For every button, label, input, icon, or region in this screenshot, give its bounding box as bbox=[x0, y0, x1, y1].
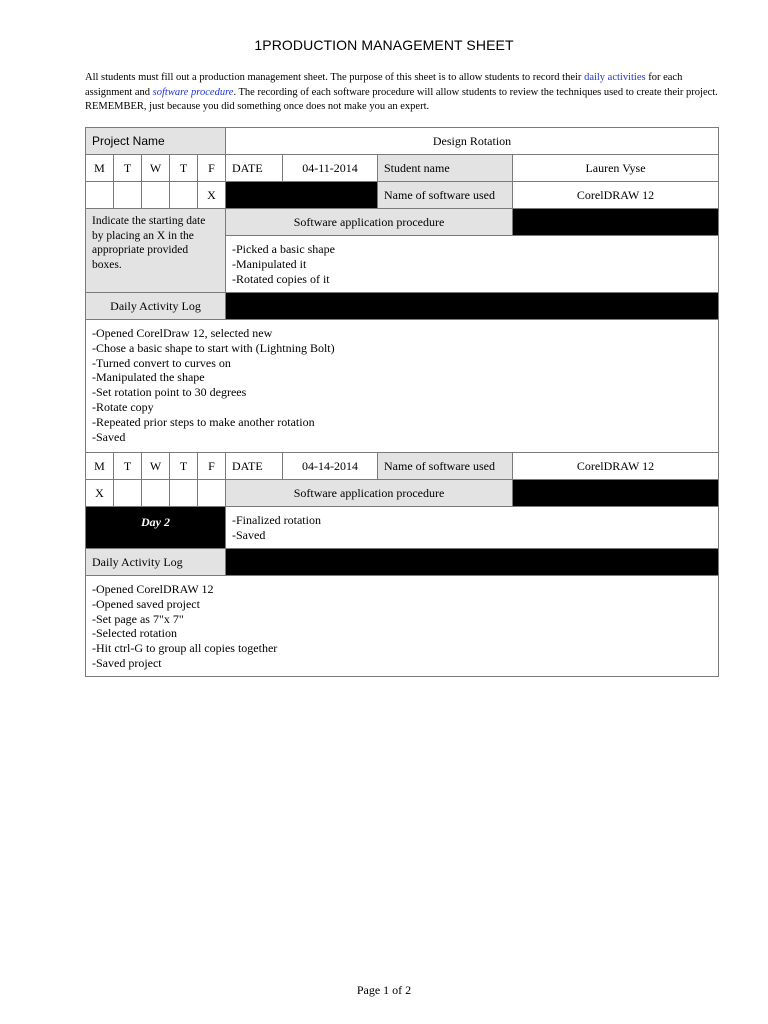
daily-activity-log-text[interactable] bbox=[86, 576, 719, 677]
log-line: -Hit ctrl-G to group all copies together bbox=[92, 641, 278, 656]
blacked-out-cell bbox=[226, 293, 719, 320]
software-used-label: Name of software used bbox=[378, 182, 513, 209]
log-line: -Rotate copy bbox=[92, 399, 154, 414]
indicate-instructions: Indicate the starting date by placing an X in the appropriate provided boxes. bbox=[86, 209, 226, 293]
procedure-line: -Picked a basic shape bbox=[232, 242, 335, 256]
student-name-value[interactable]: Lauren Vyse bbox=[513, 155, 719, 182]
mark-cell-t[interactable] bbox=[114, 480, 142, 507]
date-value[interactable]: 04-11-2014 bbox=[283, 155, 378, 182]
entry2-log-header-row bbox=[86, 549, 719, 576]
page-title: 1PRODUCTION MANAGEMENT SHEET bbox=[254, 37, 514, 53]
daily-activity-log-label: Daily Activity Log bbox=[86, 293, 226, 320]
date-label: DATE bbox=[226, 155, 283, 182]
mark-cell-f[interactable] bbox=[198, 480, 226, 507]
entry1-log-header-row bbox=[86, 293, 719, 320]
log-line: -Set page as 7"x 7" bbox=[92, 611, 184, 626]
entry1-header-row bbox=[86, 155, 719, 182]
blacked-out-cell bbox=[513, 480, 719, 507]
day-header-th: T bbox=[170, 155, 198, 182]
mark-cell-f[interactable]: X bbox=[198, 182, 226, 209]
log-line: -Saved bbox=[92, 429, 126, 444]
blacked-out-cell bbox=[226, 549, 719, 576]
project-name-label: Project Name bbox=[86, 128, 226, 155]
log-line: -Turned convert to curves on bbox=[92, 355, 231, 370]
procedure-text[interactable] bbox=[226, 507, 719, 549]
mark-cell-t[interactable] bbox=[114, 182, 142, 209]
date-value[interactable]: 04-14-2014 bbox=[283, 453, 378, 480]
project-row bbox=[86, 128, 719, 155]
day-header-t: T bbox=[114, 453, 142, 480]
day-header-w: W bbox=[142, 155, 170, 182]
daily-activity-log-label: Daily Activity Log bbox=[86, 549, 226, 576]
software-used-value[interactable]: CorelDRAW 12 bbox=[513, 182, 719, 209]
procedure-label: Software application procedure bbox=[226, 209, 513, 236]
entry1-log-row bbox=[86, 320, 719, 453]
intro-text-1: All students must fill out a production management sheet. The purpose of this sheet is to allow students to record their bbox=[85, 72, 585, 83]
log-line: -Opened saved project bbox=[92, 596, 200, 611]
mark-cell-m[interactable]: X bbox=[86, 480, 114, 507]
page-number: Page 1 of 2 bbox=[356, 983, 412, 997]
procedure-line: -Manipulated it bbox=[232, 256, 307, 271]
procedure-text[interactable] bbox=[226, 236, 719, 293]
mark-cell-th[interactable] bbox=[170, 182, 198, 209]
log-line: -Manipulated the shape bbox=[92, 370, 205, 385]
intro-text-3: . The recording of each software procedure will allow students to review the techniques used to create their project. REMEMBER, just because you did something once does not make you an expert. bbox=[85, 86, 718, 112]
day-header-t: T bbox=[114, 155, 142, 182]
log-line: -Selected rotation bbox=[92, 626, 177, 641]
mark-cell-th[interactable] bbox=[170, 480, 198, 507]
procedure-line: -Finalized rotation bbox=[232, 513, 321, 527]
log-line: -Repeated prior steps to make another rotation bbox=[92, 414, 315, 429]
day-label: Day 2 bbox=[86, 507, 226, 549]
software-used-value[interactable]: CorelDRAW 12 bbox=[513, 453, 719, 480]
day-header-f: F bbox=[198, 453, 226, 480]
entry1-procedure-header-row bbox=[86, 209, 719, 236]
blacked-out-cell bbox=[513, 209, 719, 236]
mark-cell-w[interactable] bbox=[142, 480, 170, 507]
project-name-value[interactable]: Design Rotation bbox=[226, 128, 719, 155]
day-header-th: T bbox=[170, 453, 198, 480]
log-line: -Saved project bbox=[92, 655, 162, 670]
intro-paragraph bbox=[85, 71, 725, 115]
entry2-procedure-row bbox=[86, 507, 719, 549]
date-label: DATE bbox=[226, 453, 283, 480]
day-header-f: F bbox=[198, 155, 226, 182]
blacked-out-cell bbox=[226, 182, 378, 209]
daily-activities-link[interactable]: daily activities bbox=[584, 72, 646, 83]
procedure-label: Software application procedure bbox=[226, 480, 513, 507]
mark-cell-w[interactable] bbox=[142, 182, 170, 209]
daily-activity-log-text[interactable] bbox=[86, 320, 719, 453]
mark-cell-m[interactable] bbox=[86, 182, 114, 209]
entry2-marks-row bbox=[86, 480, 719, 507]
procedure-line: -Saved bbox=[232, 527, 266, 542]
day-header-m: M bbox=[86, 453, 114, 480]
log-line: -Set rotation point to 30 degrees bbox=[92, 385, 247, 400]
production-sheet-table bbox=[85, 127, 719, 677]
log-line: -Chose a basic shape to start with (Lightning Bolt) bbox=[92, 340, 335, 355]
log-line: -Opened CorelDRAW 12 bbox=[92, 582, 214, 596]
day-header-m: M bbox=[86, 155, 114, 182]
student-name-label: Student name bbox=[378, 155, 513, 182]
log-line: -Opened CorelDraw 12, selected new bbox=[92, 326, 273, 340]
procedure-line: -Rotated copies of it bbox=[232, 271, 330, 286]
software-used-label: Name of software used bbox=[378, 453, 513, 480]
entry2-log-row bbox=[86, 576, 719, 677]
intro-text-2: for each assignment and bbox=[85, 72, 683, 98]
software-procedure-link[interactable]: software procedure bbox=[152, 86, 234, 98]
entry2-header-row bbox=[86, 453, 719, 480]
entry1-marks-row bbox=[86, 182, 719, 209]
day-header-w: W bbox=[142, 453, 170, 480]
